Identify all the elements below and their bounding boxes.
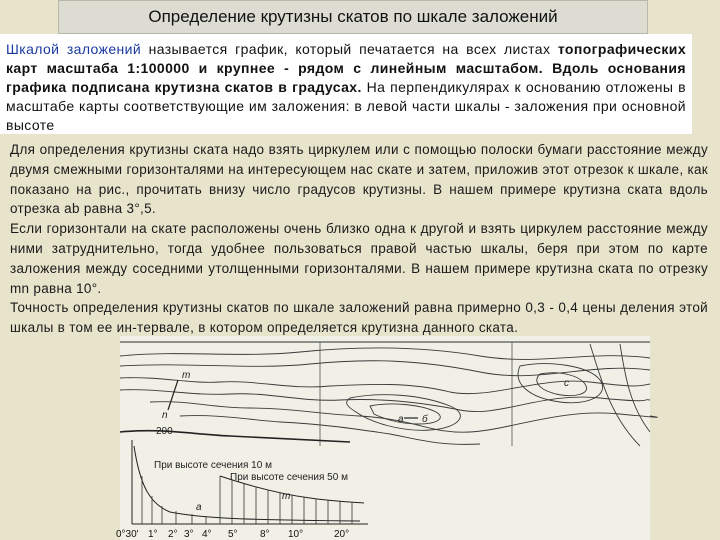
paragraph-close-contours: Если горизонтали на скате расположены очень близко одна к другой и взять циркулем расстояние между ними затруднительно, тогда удобнее пользоваться правой частью шкалы, беря при этом по карте заложения между соседними утолщенными горизонталями. В нашем примере крутизна ската по отрезку mn равна 10°. — [10, 221, 708, 296]
tick-label: 3° — [184, 529, 194, 540]
label-contour-200: 200 — [156, 426, 173, 437]
label-n-map: n — [162, 410, 168, 421]
intro-text-2: На перпендикулярах к основанию отложены в масштабе карты соответствующие им заложения: в левой части шкалы - заложения при основной высоте — [6, 79, 687, 133]
label-scale-10m: При высоте сечения 10 м — [154, 460, 272, 471]
tick-label: 10° — [288, 529, 304, 540]
tick-label: 20° — [334, 529, 350, 540]
title-bar — [58, 0, 648, 34]
intro-text-1: называется график, который печатается на всех листах — [141, 41, 558, 57]
label-a-scale: a — [196, 502, 202, 513]
paragraph-method: Для определения крутизны ската надо взять циркулем или с помощью полоски бумаги расстояние между двумя смежными горизонталями на интересующем нас скате и затем, приложив этот отрезок к шкале, как показано на рис., прочитать внизу число градусов крутизны. В нашем примере крутизна ската вдоль отрезка ab равна 3°,5. — [10, 142, 708, 217]
tick-label: 8° — [260, 529, 270, 540]
contour-map-illustration — [116, 336, 650, 540]
intro-box — [0, 34, 692, 134]
label-scale-50m: При высоте сечения 50 м — [230, 472, 348, 483]
label-b-map: б — [422, 414, 428, 425]
intro-paragraph — [6, 40, 686, 135]
tick-label: 2° — [168, 529, 178, 540]
label-m-scale: m — [282, 491, 291, 502]
intro-term: Шкалой заложений — [6, 41, 142, 57]
tick-label: 5° — [228, 529, 238, 540]
label-m-map: m — [182, 370, 191, 381]
label-c-map: с — [564, 378, 569, 389]
label-a-map: a — [398, 414, 404, 425]
tick-label: 1° — [148, 529, 158, 540]
tick-label: 4° — [202, 529, 212, 540]
paragraph-accuracy: Точность определения крутизны скатов по шкале заложений равна примерно 0,3 - 0,4 цены деления этой шкалы в том ее ин-тервале, в котором определяется крутизна данного ската. — [10, 300, 708, 336]
map-figure — [116, 336, 650, 540]
page-title: Определение крутизны скатов по шкале заложений — [148, 7, 558, 26]
tick-label: 0°30' — [116, 529, 139, 540]
body-text — [10, 140, 708, 338]
intro-text-bold: топографических карт масштаба 1:100000 и крупнее - рядом с линейным масштабом. Вдоль основания графика подписана крутизна скатов в градусах. — [6, 41, 686, 95]
